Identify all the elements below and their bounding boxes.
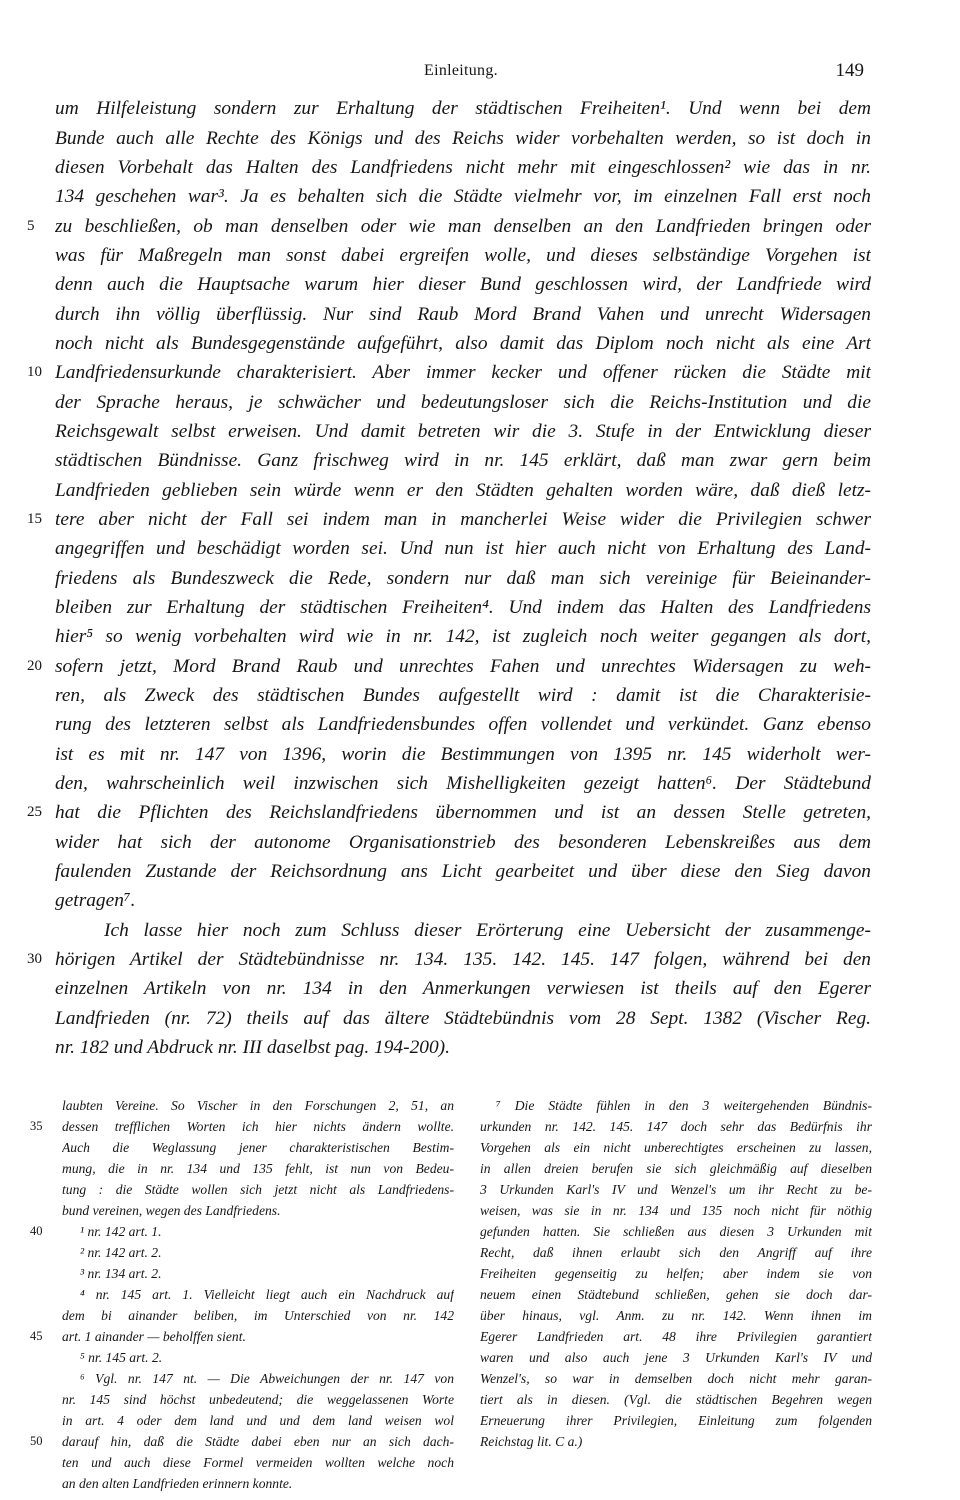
- footnote-line: ⁴ nr. 145 art. 1. Vielleicht liegt auch ein Nachdruck auf: [80, 1287, 454, 1302]
- footnote-line: bund vereinen, wegen des Landfriedens.: [62, 1203, 281, 1218]
- footnote-line: weisen, was sie in nr. 134 und 135 noch nicht für nöthig: [480, 1203, 872, 1218]
- text-line: noch nicht als Bundesgegenstände aufgeführt, also damit das Diplom noch nicht als eine Art: [55, 333, 871, 354]
- text-line: angegriffen und beschädigt worden sei. Und nun ist hier auch nicht von Erhaltung des Land-: [55, 538, 871, 559]
- line-number: 20: [27, 658, 42, 674]
- footnote-line: Recht, daß ihnen erlaubt sich den Angriff auf ihre: [480, 1245, 872, 1260]
- text-line: Ich lasse hier noch zum Schluss dieser Erörterung eine Uebersicht der zusammenge-: [104, 920, 871, 941]
- text-line: sofern jetzt, Mord Brand Raub und unrechtes Fahen und unrechtes Widersagen zu weh-: [55, 656, 871, 677]
- footnote-line: nr. 145 sind höchst unbedeutend; die weggelassenen Worte: [62, 1392, 454, 1407]
- text-line: bleiben zur Erhaltung der städtischen Freiheiten⁴. Und indem das Halten des Landfriedens: [55, 597, 871, 618]
- text-line: den, wahrscheinlich weil inzwischen sich Mishelligkeiten gezeigt hatten⁶. Der Städtebund: [55, 773, 871, 794]
- footnote-line: über hinaus, vgl. Anm. zu nr. 142. Wenn ihnen im: [480, 1308, 872, 1323]
- footnote-line: ⁵ nr. 145 art. 2.: [80, 1350, 163, 1365]
- footnote-line: an den alten Landfrieden erinnern konnte.: [62, 1476, 293, 1491]
- text-line: zu beschließen, ob man denselben oder wie man denselben an den Landfrieden bringen oder: [55, 216, 871, 237]
- text-line: tere aber nicht der Fall sei indem man in mancherlei Weise wider die Privilegien schwer: [55, 509, 871, 530]
- text-line: der Sprache heraus, je schwächer und bedeutungsloser sich die Reichs-Institution und die: [55, 392, 871, 413]
- text-line: friedens als Bundeszweck die Rede, sondern nur daß man sich vereinige für Beieinander-: [55, 568, 871, 589]
- text-line: Landfriedensurkunde charakterisiert. Aber immer kecker und offener rücken die Städte mit: [55, 362, 871, 383]
- running-header: [0, 62, 960, 86]
- footnote-line: 3 Urkunden Karl's IV und Wenzel's um ihr Recht zu be-: [480, 1182, 872, 1197]
- footnote-line: ⁷ Die Städte fühlen in den 3 weitergehenden Bündnis-: [496, 1098, 872, 1113]
- line-number: 25: [27, 804, 42, 820]
- footnote-line: art. 1 ainander — beholffen sient.: [62, 1329, 246, 1344]
- text-line: hat die Pflichten des Reichslandfriedens übernommen und ist an dessen Stelle getreten,: [55, 802, 871, 823]
- footnote-line: in allen dreien berufen sie sich gleichmäßig auf dieselben: [480, 1161, 872, 1176]
- line-number: 40: [30, 1224, 43, 1238]
- line-number: 5: [27, 218, 35, 234]
- line-number: 50: [30, 1434, 43, 1448]
- footnote-line: gefunden hatten. Sie schließen aus diesen 3 Urkunden mit: [480, 1224, 872, 1239]
- footnote-line: mung, die in nr. 134 und 135 fehlt, ist nun von Bedeu-: [62, 1161, 454, 1176]
- text-line: städtischen Bündnisse. Ganz frischweg wird in nr. 145 erklärt, daß man zwar gern beim: [55, 450, 871, 471]
- text-line: wider hat sich der autonome Organisationstrieb des besonderen Lebenskreißes aus dem: [55, 832, 871, 853]
- text-line: nr. 182 und Abdruck nr. III daselbst pag. 194-200).: [55, 1037, 450, 1058]
- text-line: hier⁵ so wenig vorbehalten wird wie in nr. 142, ist zugleich noch weiter gegangen als dort,: [55, 626, 871, 647]
- footnote-line: dessen trefflichen Worten ich hier nichts ändern wollte.: [62, 1119, 454, 1134]
- text-line: Landfrieden geblieben sein würde wenn er den Städten gehalten worden wäre, daß dieß letz-: [55, 480, 871, 501]
- footnote-line: ten und auch diese Formel vermeiden wollten welche noch: [62, 1455, 454, 1470]
- text-line: denn auch die Hauptsache warum hier dieser Bund geschlossen wird, der Landfriede wird: [55, 274, 871, 295]
- footnote-line: urkunden nr. 142. 145. 147 doch sehr das Bedürfnis ihr: [480, 1119, 872, 1134]
- line-number: 30: [27, 951, 42, 967]
- footnote-line: Vorgehen als ein nicht unberechtigtes erscheinen zu lassen,: [480, 1140, 872, 1155]
- footnote-line: laubten Vereine. So Vischer in den Forschungen 2, 51, an: [62, 1098, 454, 1113]
- text-line: hörigen Artikel der Städtebündnisse nr. 134. 135. 142. 145. 147 folgen, während bei den: [55, 949, 871, 970]
- footnote-line: in art. 4 oder dem land und und dem land weisen wol: [62, 1413, 454, 1428]
- footnote-line: dem bi ainander beliben, im Unterschied von nr. 142: [62, 1308, 454, 1323]
- text-line: Reichsgewalt selbst erweisen. Und damit betreten wir die 3. Stufe in der Entwicklung dieser: [55, 421, 871, 442]
- footnote-line: Reichstag lit. C a.): [480, 1434, 583, 1449]
- footnote-line: Egerer Landfrieden art. 48 ihre Privilegien garantiert: [480, 1329, 872, 1344]
- footnote-line: tiert als in diesen. (Vgl. die städtischen Begehren wegen: [480, 1392, 872, 1407]
- text-line: ren, als Zweck des städtischen Bundes aufgestellt wird : damit ist die Charakterisie-: [55, 685, 871, 706]
- text-line: was für Maßregeln man sonst dabei ergreifen wolle, und dieses selbständige Vorgehen ist: [55, 245, 871, 266]
- footnote-line: tung : die Städte wollen sich jetzt nicht als Landfriedens-: [62, 1182, 454, 1197]
- page-number: 149: [835, 60, 864, 81]
- text-line: 134 geschehen war³. Ja es behalten sich die Städte vielmehr vor, im einzelnen Fall erst noch: [55, 186, 871, 207]
- line-number: 15: [27, 511, 42, 527]
- text-line: Landfrieden (nr. 72) theils auf das ältere Städtebündnis vom 28 Sept. 1382 (Vischer Reg.: [55, 1008, 871, 1029]
- text-line: durch ihn völlig überflüssig. Nur sind Raub Mord Brand Vahen und unrecht Widersagen: [55, 304, 871, 325]
- text-line: einzelnen Artikeln von nr. 134 in den Anmerkungen verwiesen ist theils auf den Egerer: [55, 978, 871, 999]
- footnote-line: neuem einen Städtebund schließen, gehen sie doch dar-: [480, 1287, 872, 1302]
- footnote-line: Auch die Weglassung jener charakteristischen Bestim-: [62, 1140, 454, 1155]
- footnote-line: ⁶ Vgl. nr. 147 nt. — Die Abweichungen der nr. 147 von: [80, 1371, 454, 1386]
- line-number: 45: [30, 1329, 43, 1343]
- footnote-line: ¹ nr. 142 art. 1.: [80, 1224, 162, 1239]
- footnote-line: Freiheiten gegenseitig zu helfen; aber indem sie von: [480, 1266, 872, 1281]
- footnote-line: ² nr. 142 art. 2.: [80, 1245, 162, 1260]
- text-line: ist es mit nr. 147 von 1396, worin die Bestimmungen von 1395 nr. 145 widerholt wer-: [55, 744, 871, 765]
- text-line: Bunde auch alle Rechte des Königs und des Reichs wider vorbehalten werden, so ist doch in: [55, 128, 871, 149]
- line-number: 10: [27, 364, 42, 380]
- text-line: um Hilfeleistung sondern zur Erhaltung der städtischen Freiheiten¹. Und wenn bei dem: [55, 98, 871, 119]
- running-title: Einleitung.: [424, 62, 498, 79]
- text-line: rung des letzteren selbst als Landfriedensbundes offen vollendet und verkündet. Ganz ebenso: [55, 714, 871, 735]
- footnote-line: darauf hin, daß die Städte dabei eben nur an sich dach-: [62, 1434, 454, 1449]
- footnote-line: Wenzel's, so war in demselben doch nicht mehr garan-: [480, 1371, 872, 1386]
- text-line: getragen⁷.: [55, 890, 136, 911]
- footnote-line: ³ nr. 134 art. 2.: [80, 1266, 162, 1281]
- text-line: faulenden Zustande der Reichsordnung ans Licht gearbeitet und über diese den Sieg davon: [55, 861, 871, 882]
- footnote-line: waren und also auch jene 3 Urkunden Karl's IV und: [480, 1350, 872, 1365]
- text-line: diesen Vorbehalt das Halten des Landfriedens nicht mehr mit eingeschlossen² wie das in nr.: [55, 157, 871, 178]
- line-number: 35: [30, 1119, 43, 1133]
- footnote-line: Erneuerung ihrer Privilegien, Einleitung zum folgenden: [480, 1413, 872, 1428]
